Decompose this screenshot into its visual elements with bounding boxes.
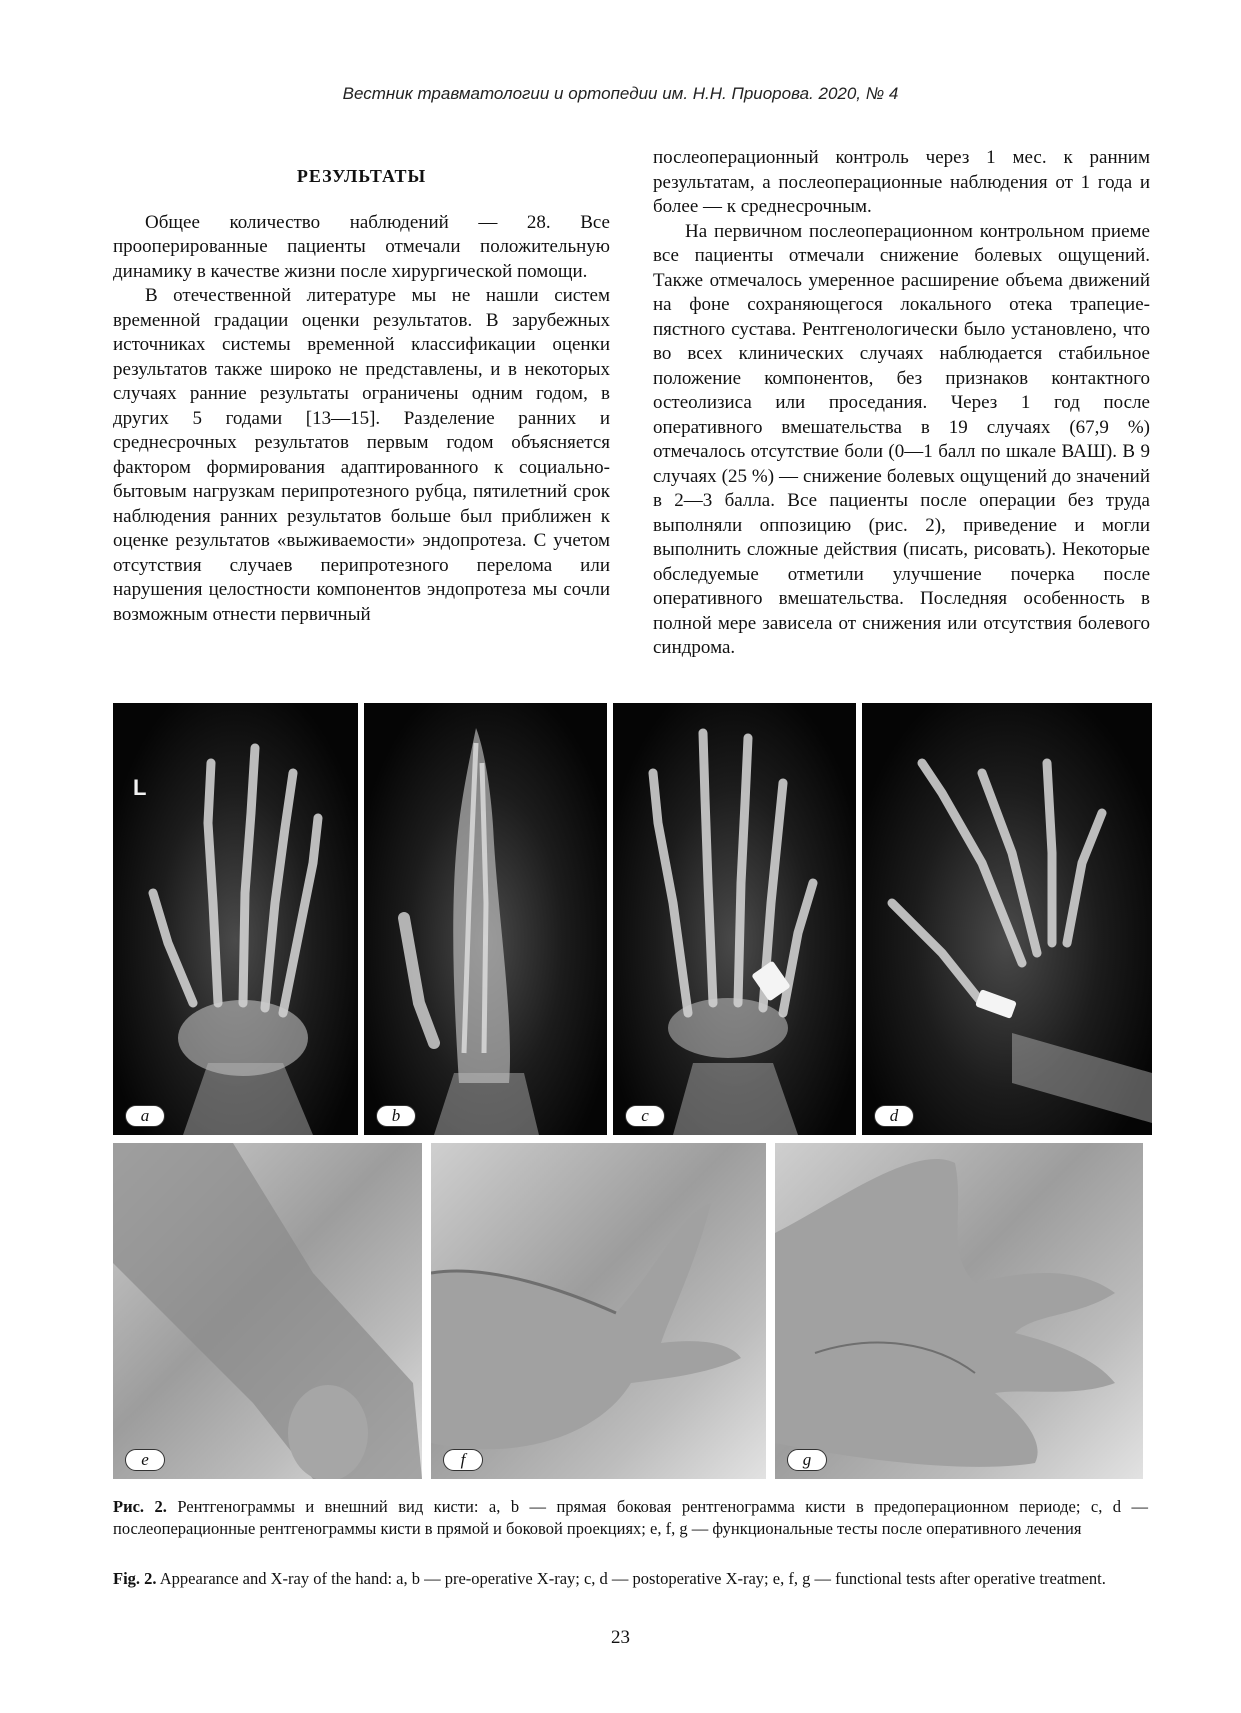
caption-text: Appearance and X-ray of the hand: a, b — pre-operative X-ray; c, d — postoperative X-ray; e, f, g — functional tests after operative treatment.	[159, 1569, 1106, 1588]
xray-panel-c	[613, 703, 856, 1135]
photo-panel-e	[113, 1143, 422, 1479]
paragraph: В отечественной литературе мы не нашли систем временной градации оценки результатов. В зарубежных источниках системы временной классификации оценки результатов также широко не представлены, и в некоторых случаях ранние результаты ограничены одним годом, в других 5 годами [13—15]. Разделение ранних и среднесрочных результатов первым годом объясняется фактором формирования адаптированного к социально-бытовым нагрузкам перипротезного рубца, пятилетний срок наблюдения ранних результатов больше был приближен к оценке результатов «выживаемости» эндопротеза. С учетом отсутствия случаев перипротезного перелома или нарушения целостности компонентов эндопротеза мы сочли возможным отнести первичный	[113, 285, 610, 625]
xray-panel-b	[364, 703, 607, 1135]
panel-label: a	[125, 1105, 165, 1127]
xray-hand-implant-lateral-icon	[862, 703, 1152, 1135]
paragraph: На первичном послеоперационном контрольном приеме все пациенты отмечали снижение болевых ощущений. Также отмечалось умеренное расширение объема движений на фоне сохраняющегося локального отека трапецие-пястного сустава. Рентгенологически было установлено, что во всех клинических случаях наблюдается стабильное положение компонентов, без признаков контактного остеолизиса или проседания. Через 1 год после оперативного вмешательства в 19 случаях (67,9 %) отмечалось отсутствие боли (0—1 балл по шкале ВАШ). В 9 случаях (25 %) — снижение болевых ощущений до значений в 2—3 балла. Все пациенты после операции без труда выполняли оппозицию (рис. 2), приведение и могли выполнить сложные действия (писать, рисовать). Некоторые обследуемые отметили улучшение почерка после оперативного вмешательства. Последняя особенность в полной мере зависела от снижения или отсутствия болевого синдрома.	[653, 220, 1150, 658]
panel-label: c	[625, 1105, 665, 1127]
section-title: РЕЗУЛЬТАТЫ	[296, 166, 427, 186]
figure-photo-row	[113, 1143, 1143, 1479]
hand-photo-icon	[431, 1143, 766, 1479]
page-number: 23	[611, 1627, 630, 1648]
hand-photo-icon	[775, 1143, 1143, 1479]
side-marker: L	[133, 775, 147, 800]
figure-xray-row	[113, 703, 1152, 1135]
panel-label: f	[443, 1449, 483, 1471]
figure-caption-ru	[113, 1496, 1148, 1540]
paragraph: Общее количество наблюдений — 28. Все прооперированные пациенты отмечали положительную динамику в качестве жизни после хирургической помощи.	[113, 211, 610, 282]
xray-hand-lateral-icon	[364, 703, 607, 1135]
panel-label: d	[874, 1105, 914, 1127]
panel-label: g	[787, 1449, 827, 1471]
panel-label: b	[376, 1105, 416, 1127]
caption-prefix: Рис. 2.	[113, 1497, 167, 1516]
xray-panel-a	[113, 703, 358, 1135]
paragraph: послеоперационный контроль через 1 мес. к ранним результатам, а послеоперационные наблюдения от 1 года и более — к среднесрочным.	[653, 147, 1150, 217]
photo-panel-g	[775, 1143, 1143, 1479]
caption-prefix: Fig. 2.	[113, 1569, 157, 1588]
xray-hand-frontal-icon	[113, 703, 358, 1135]
left-column	[113, 146, 610, 627]
xray-panel-d	[862, 703, 1152, 1135]
photo-panel-f	[431, 1143, 766, 1479]
panel-label: e	[125, 1449, 165, 1471]
journal-header: Вестник травматологии и ортопедии им. Н.Н. Приорова. 2020, № 4	[342, 84, 899, 103]
right-column	[653, 146, 1150, 661]
hand-photo-icon	[113, 1143, 422, 1479]
caption-text: Рентгенограммы и внешний вид кисти: a, b — прямая боковая рентгенограмма кисти в предоперационном периоде; c, d — послеоперационные рентгенограммы кисти в прямой и боковой проекциях; e, f, g — функциональные тесты после оперативного лечения	[113, 1497, 1148, 1538]
xray-hand-implant-frontal-icon	[613, 703, 856, 1135]
figure-caption-en	[113, 1568, 1148, 1590]
